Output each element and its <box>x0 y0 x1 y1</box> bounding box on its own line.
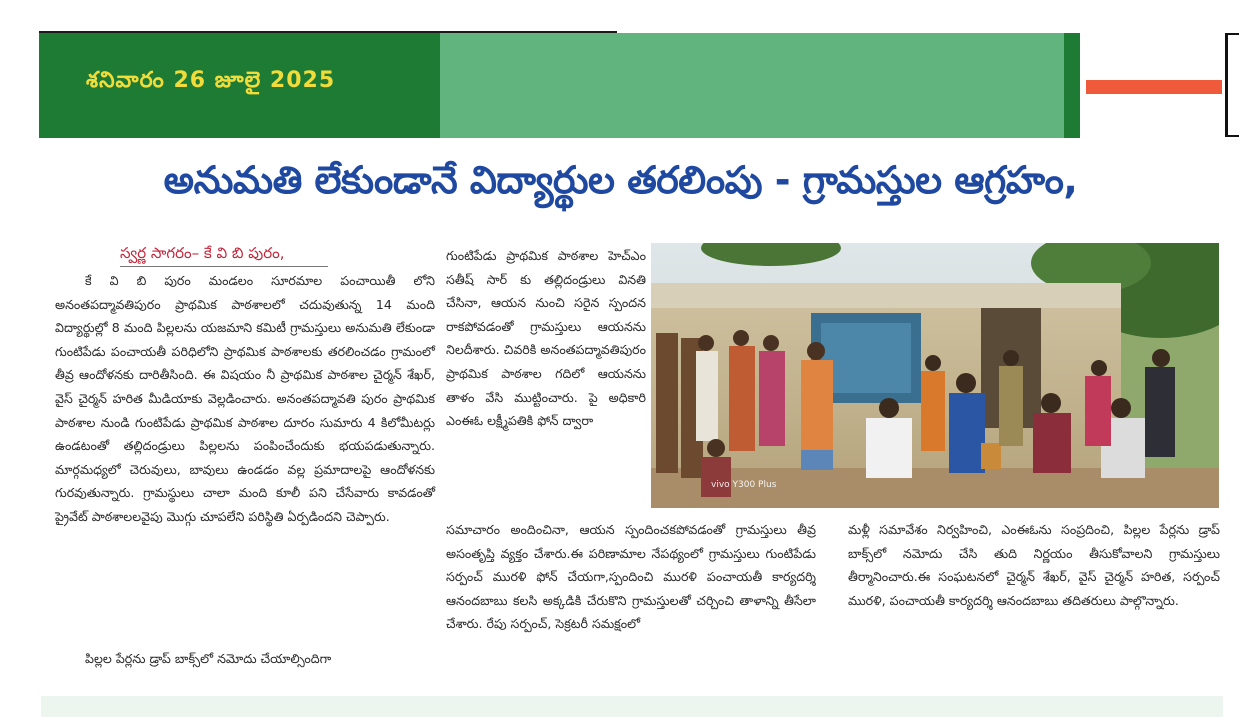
article-column-1: కే వి బి పురం మండలం సూరమాల పంచాయితీ లోని అనంతపద్మావతిపురం ప్రాథమిక పాఠశాలలో చదువుతున్న 14 మంది విద్యార్థుల్లో 8 మంది పిల్లలను యజమాని కమిటీ గ్రామస్తులు అనుమతి లేకుండా గుంటిపేడు పంచాయతీ పరిధిలోని ప్రాథమిక పాఠశాలకు తరలించడం గ్రామంలో తీవ్ర ఆందోళనకు దారితీసింది. ఈ విషయం నీ ప్రాథమిక పాఠశాల చైర్మన్ శేఖర్, వైస్ చైర్మన్ హరిత మీడియాకు వెల్లడించారు. అనంతపద్మావతి పురం ప్రాథమిక పాఠశాల నుండి గుంటిపేడు ప్రాథమిక పాఠశాల దూరం సుమారు 4 కిలోమీటర్లు ఉండటంతో తల్లిదండ్రులు పిల్లలను పంపించేందుకు భయపడుతున్నారు. మార్గమధ్యలో చెరువులు, బావులు ఉండడం వల్ల ప్రమాదాలపై ఆందోళనకు గురవుతున్నారు. గ్రామస్థులు చాలా మంది కూలీ పని చేసేవారు కావడంతో ప్రైవేట్ పాఠశాలలవైపు మొగ్గు చూపలేని పరిస్థితి ఏర్పడిందని చెప్పారు. <box>55 273 435 524</box>
orange-accent-bar <box>1086 80 1222 94</box>
article-column-4: మళ్లీ సమావేశం నిర్వహించి, ఎంఈఓను సంప్రదించి, పిల్లల పేర్లను డ్రాప్ బాక్స్‌లో నమోదు చేసి తుది నిర్ణయం తీసుకోవాలని గ్రామస్తులు తీర్మానించారు.ఈ సంఘటనలో చైర్మన్ శేఖర్, వైస్ చైర్మన్ హరిత, సర్పంచ్ మురళి, పంచాయతీ కార్యదర్శి ఆనందబాబు తదితరులు పాల్గొన్నారు. <box>848 522 1220 608</box>
footer-band <box>41 696 1223 717</box>
headline: అనుమతి లేకుండానే విద్యార్థుల తరలింపు - గ్రామస్తుల ఆగ్రహం, <box>163 158 1078 202</box>
byline-rule <box>120 266 328 267</box>
photo-watermark: vivo Y300 Plus <box>711 480 777 490</box>
article-column-1-last-line: పిల్లల పేర్లను డ్రాప్ బాక్స్‌లో నమోదు చేయాల్సిందిగా <box>85 651 332 666</box>
article-column-3: సమాచారం అందించినా, ఆయన స్పందించకపోవడంతో గ్రామస్తులు తీవ్ర అసంతృప్తి వ్యక్తం చేశారు.ఈ పరిణామాల నేపథ్యంలో గ్రామస్తులు గుంటిపేడు సర్పంచ్ మురళి ఫోన్ చేయగా,స్పందించి మురళి పంచాయతీ కార్యదర్శి ఆనందబాబు కలసి అక్కడికి చేరుకొని గ్రామస్తులతో చర్చించి తాళాన్ని తీసేలా చేశారు. రేపు సర్పంచ్, సెక్రటరీ సమక్షంలో <box>446 522 816 632</box>
header-light-band <box>440 33 1064 138</box>
byline: స్వర్ణ సాగరం– కే వి బి పురం, <box>120 244 285 262</box>
edge-frame <box>1225 33 1239 137</box>
news-photo <box>651 243 1219 508</box>
header-edge-band <box>1064 33 1080 138</box>
article-column-2: గుంటిపేడు ప్రాథమిక పాఠశాల హెచ్ఎం సతీష్ సార్ కు తల్లిదండ్రులు వినతి చేసినా, ఆయన నుంచి సరైన స్పందన రాకపోవడంతో గ్రామస్తులు ఆయనను నిలదీశారు. చివరికి అనంతపద్మావతిపురం ప్రాథమిక పాఠశాల గదిలో ఆయనను తాళం వేసి ముట్టించారు. పై అధికారి ఎంఈఓ లక్ష్మీపతికి ఫోన్ ద్వారా <box>446 248 646 429</box>
issue-date: శనివారం 26 జూలై 2025 <box>86 68 336 93</box>
